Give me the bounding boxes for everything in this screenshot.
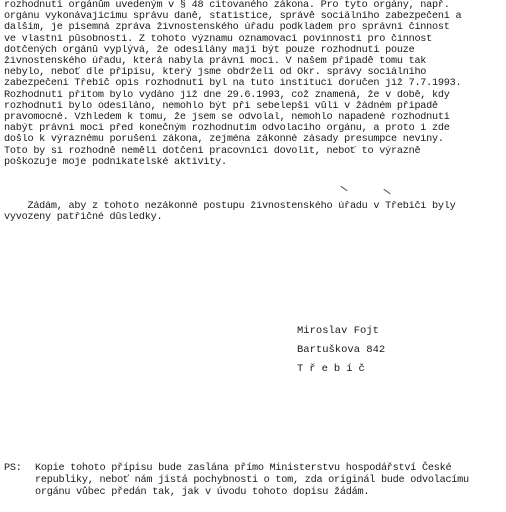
text-line: Kopie tohoto přípisu bude zaslána přímo Ministerstvu hospodářství České: [35, 463, 452, 474]
text-line: Žádám, aby z tohoto nezákonné postupu živnostenského úřadu v Třebíči byly: [4, 201, 456, 212]
text-line: Toto by si rozhodně neměli dotčení pracovníci dovolit, neboť to výrazně: [4, 145, 421, 157]
text-line: nebylo, neboť dle přípisu, který jsme obdrželi od Okr. správy sociálního: [4, 67, 427, 79]
text-line: zabezpečení Třebíč opis rozhodnutí byl na tuto instituci doručen již 7.7.1993.: [4, 78, 462, 90]
text-line: nabýt právní moci před konečným rozhodnutím odvolacího orgánu, a proto i zde: [4, 123, 450, 135]
signature-street: Bartuškova 842: [297, 344, 386, 356]
text-line: došlo k výraznému porušení zákona, zejména zákonné zásady presumpce neviny.: [4, 134, 444, 146]
text-line: rozhodnutí orgánům uvedeným v § 48 citovaného zákona. Pro tyto orgány, např.: [4, 0, 450, 11]
text-line: orgánu vykonávajícímu správu daně, statistice, správě sociálního zabezpečení a: [4, 11, 462, 23]
text-line: Rozhodnutí přitom bylo vydáno již dne 29.6.1993, což znamená, že v době, kdy: [4, 89, 450, 101]
text-line: pravomocné. Vzhledem k tomu, že jsem se odvolal, nemohlo napadené rozhodnutí: [4, 112, 450, 124]
text-line: živnostenského úřadu, která nabyla právní moci. V našem případě tomu tak: [4, 56, 427, 68]
letter-paragraph-main: [4, 0, 502, 168]
letter-paragraph-request: [4, 201, 502, 223]
scan-mark: [383, 189, 390, 194]
postscript-body: [35, 463, 469, 499]
signature-city: Třebíč: [297, 363, 371, 375]
postscript-label: PS:: [4, 463, 22, 474]
text-line: republiky, neboť nám jistá pochybnosti o tom, zda originál bude odvolacímu: [35, 475, 469, 486]
text-line: poškozuje moje podnikatelské aktivity.: [4, 156, 227, 168]
text-line: orgánu vůbec předán tak, jak v úvodu tohoto dopisu žádám.: [35, 487, 370, 498]
text-line: rozhodnutí bylo odesíláno, nemohlo být při sebelepší vůli v žádném případě: [4, 100, 438, 112]
signature-block: [297, 322, 385, 379]
signature-name: Miroslav Fojt: [297, 325, 379, 337]
text-line: dalším, je písemná zpráva živnostenského úřadu podkladem pro správní činnost: [4, 22, 450, 34]
scan-mark: [340, 186, 347, 191]
text-line: vyvozeny patřičné důsledky.: [4, 212, 163, 224]
text-line: ve vlastní působnosti. Z tohoto významu oznamovací povinnosti pro činnost: [4, 33, 433, 45]
text-line: dotčených orgánů vyplývá, že odesílány mají být pouze rozhodnutí pouze: [4, 44, 415, 56]
